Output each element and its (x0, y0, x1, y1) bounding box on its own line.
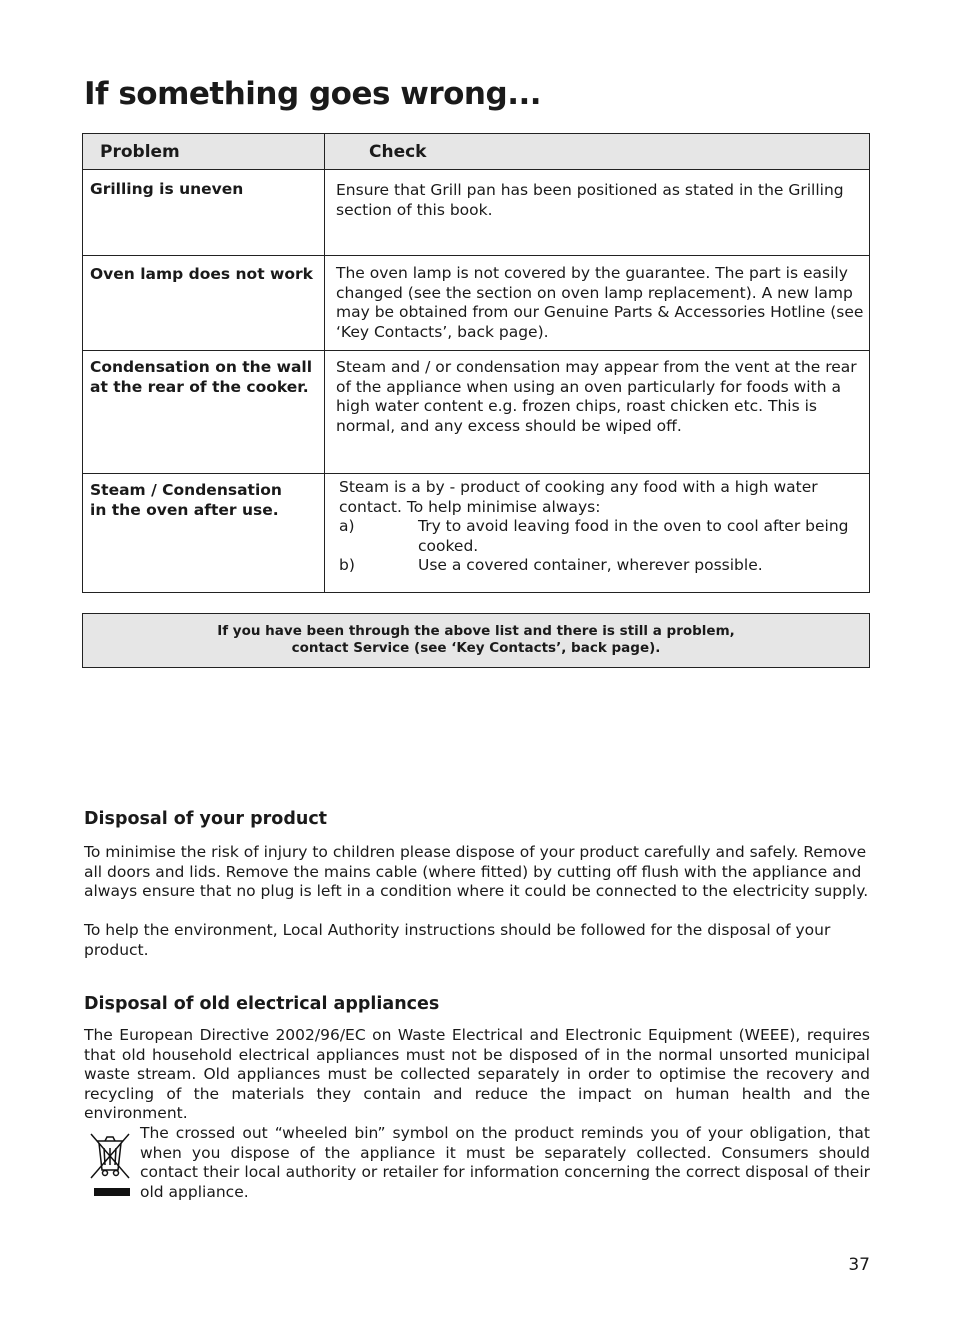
disposal-product-paragraph-2: To help the environment, Local Authority instructions should be followed for the disposal of your product. (84, 921, 831, 959)
list-item-label: a) (339, 517, 355, 535)
check-cell: Ensure that Grill pan has been positioned as stated in the Grilling section of this book. (336, 181, 844, 219)
crossed-out-wheeled-bin-icon (88, 1130, 132, 1198)
problem-cell: Condensation on the wall at the rear of the cooker. (90, 358, 313, 396)
check-cell: The oven lamp is not covered by the guarantee. The part is easily changed (see the section on oven lamp replacement). A new lamp may be obtained from our Genuine Parts & Accessories Hotline (see ‘Key Contacts’, back page). (336, 264, 864, 341)
list-item-label: b) (339, 556, 355, 574)
table-header (83, 134, 869, 170)
problem-cell: Oven lamp does not work (90, 265, 313, 283)
disposal-electrical-heading: Disposal of old electrical appliances (84, 994, 440, 1014)
wheeled-bin-paragraph: The crossed out “wheeled bin” symbol on the product reminds you of your obligation, that when you dispose of the appliance it must be separately collected. Consumers should contact their local authority or retailer for information concerning the correct disposal of their old appliance. (140, 1124, 870, 1201)
disposal-product-heading: Disposal of your product (84, 809, 328, 829)
check-cell: Steam and / or condensation may appear from the vent at the rear of the appliance when using an oven particularly for foods with a high water content e.g. frozen chips, roast chicken etc. This is normal, and any excess should be wiped off. (336, 358, 857, 435)
row-divider (83, 350, 869, 351)
list-item (339, 556, 864, 576)
row-divider (83, 255, 869, 256)
service-line-2: contact Service (see ‘Key Contacts’, back page). (291, 640, 661, 656)
check-cell (339, 478, 864, 576)
troubleshooting-table (82, 133, 870, 593)
page-number: 37 (848, 1255, 870, 1275)
list-item-text: Try to avoid leaving food in the oven to cool after being cooked. (418, 517, 849, 555)
contact-service-box (82, 613, 870, 668)
weee-paragraph: The European Directive 2002/96/EC on Waste Electrical and Electronic Equipment (WEEE), requires that old household electrical appliances must not be disposed of in the normal unsorted municipal waste stream. Old appliances must be collected separately in order to optimise the recovery and recycling of the materials they contain and reduce the impact on human health and the environment. (84, 1026, 870, 1123)
disposal-product-paragraph: To minimise the risk of injury to children please dispose of your product carefully and safely. Remove all doors and lids. Remove the mains cable (where fitted) by cutting off flush with the appliance and always ensure that no plug is left in a condition where it could be connected to the electricity supply. (84, 843, 869, 901)
column-divider (324, 134, 325, 592)
header-check: Check (369, 142, 427, 162)
page-title: If something goes wrong... (84, 76, 542, 112)
list-item-text: Use a covered container, wherever possible. (418, 556, 763, 574)
list-item (339, 517, 864, 556)
problem-cell: Grilling is uneven (90, 180, 244, 198)
check-intro: Steam is a by - product of cooking any food with a high water contact. To help minimise always: (339, 478, 818, 516)
row-divider (83, 473, 869, 474)
service-line-1: If you have been through the above list and there is still a problem, (217, 623, 735, 639)
problem-cell: Steam / Condensation in the oven after use. (90, 481, 282, 519)
header-problem: Problem (100, 142, 180, 162)
